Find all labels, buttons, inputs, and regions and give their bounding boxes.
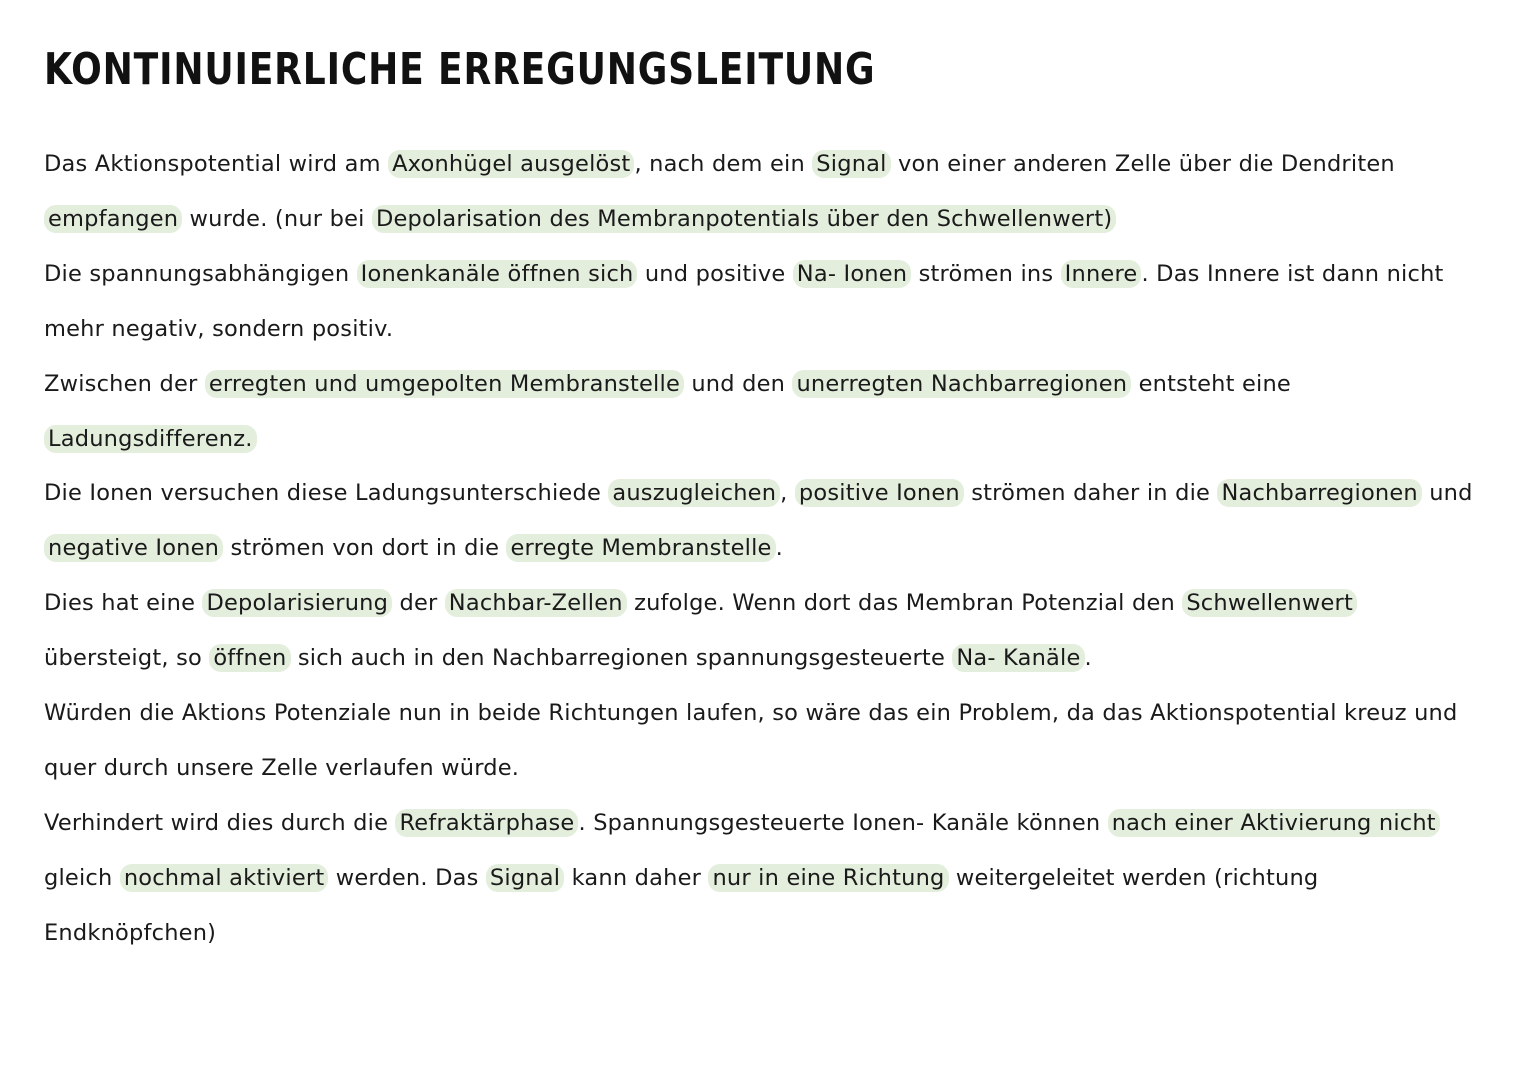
text-segment: Zwischen der: [44, 370, 205, 397]
paragraph-1: [44, 137, 1484, 247]
highlighted-text: Depolarisierung: [202, 589, 392, 617]
highlighted-text: erregte Membranstelle: [506, 534, 775, 562]
highlighted-text: nur in eine Richtung: [708, 864, 948, 892]
paragraph-4: [44, 466, 1484, 576]
text-segment: werden. Das: [328, 864, 486, 891]
text-segment: und den: [684, 370, 793, 397]
highlighted-text: Schwellenwert: [1182, 589, 1357, 617]
text-segment: Das Aktionspotential wird am: [44, 151, 389, 177]
text-segment: kann daher: [564, 864, 709, 891]
text-segment: weitergeleitet werden (richtung Endknöpfchen): [44, 864, 1319, 946]
text-segment: Dies hat eine: [44, 590, 203, 617]
text-segment: und positive: [637, 260, 793, 287]
paragraph-3: [44, 357, 1484, 467]
text-segment: Die Ionen versuchen diese Ladungsunterschiede: [44, 480, 609, 507]
paragraph-7: [44, 796, 1484, 961]
highlighted-text: Signal: [812, 150, 890, 178]
highlighted-text: auszugleichen: [608, 479, 780, 507]
highlighted-text: Nachbar-Zellen: [445, 589, 627, 617]
highlighted-text: Ladungsdifferenz.: [44, 425, 257, 453]
paragraph-6: [44, 686, 1484, 796]
highlighted-text: negative Ionen: [44, 534, 223, 562]
text-segment: strömen daher in die: [963, 480, 1218, 507]
text-segment: Die spannungsabhängigen: [44, 260, 357, 287]
paragraph-5: [44, 576, 1484, 686]
text-segment: strömen von dort in die: [223, 535, 507, 562]
highlighted-text: Innere: [1061, 260, 1142, 288]
text-segment: der: [392, 590, 445, 617]
text-segment: , nach dem ein: [634, 151, 813, 177]
highlighted-text: Na- Kanäle: [952, 644, 1084, 672]
text-segment: . Spannungsgesteuerte Ionen- Kanäle können: [578, 809, 1108, 836]
text-segment: gleich: [44, 864, 120, 891]
text-segment: von einer anderen Zelle über die Dendriten: [890, 151, 1395, 177]
highlighted-text: Nachbarregionen: [1217, 479, 1421, 507]
text-segment: Verhindert wird dies durch die: [44, 809, 396, 836]
highlighted-text: unerregten Nachbarregionen: [792, 370, 1131, 398]
text-segment: .: [1084, 645, 1092, 672]
highlighted-text: nach einer Aktivierung nicht: [1108, 809, 1440, 837]
note-body: [44, 137, 1484, 961]
text-segment: wurde. (nur bei: [182, 205, 372, 232]
text-segment: übersteigt, so: [44, 645, 210, 672]
highlighted-text: erregten und umgepolten Membranstelle: [205, 370, 684, 398]
highlighted-text: empfangen: [44, 205, 182, 233]
text-segment: sich auch in den Nachbarregionen spannungsgesteuerte: [290, 645, 953, 672]
text-segment: . Das Innere ist dann nicht mehr negativ, sondern positiv.: [44, 260, 1444, 342]
highlighted-text: öffnen: [209, 644, 290, 672]
highlighted-text: Depolarisation des Membranpotentials über den Schwellenwert): [372, 205, 1116, 233]
highlighted-text: positive Ionen: [795, 479, 964, 507]
text-segment: strömen ins: [911, 260, 1061, 287]
page-title: KONTINUIERLICHE ERREGUNGSLEITUNG: [44, 44, 876, 95]
text-segment: entsteht eine: [1131, 370, 1291, 397]
highlighted-text: Signal: [486, 864, 564, 892]
text-segment: Würden die Aktions Potenziale nun in beide Richtungen laufen, so wäre das ein Problem, da das Aktionspotential kreuz und quer durch unsere Zelle verlaufen würde.: [44, 700, 1458, 781]
highlighted-text: Refraktärphase: [395, 809, 578, 837]
highlighted-text: Axonhügel ausgelöst: [388, 150, 634, 178]
highlighted-text: nochmal aktiviert: [120, 864, 329, 892]
highlighted-text: Ionenkanäle öffnen sich: [357, 260, 638, 288]
text-segment: zufolge. Wenn dort das Membran Potenzial den: [626, 590, 1183, 617]
text-segment: .: [775, 535, 783, 562]
paragraph-2: [44, 247, 1484, 357]
text-segment: und: [1421, 480, 1473, 507]
highlighted-text: Na- Ionen: [793, 260, 911, 288]
text-segment: ,: [780, 480, 795, 507]
